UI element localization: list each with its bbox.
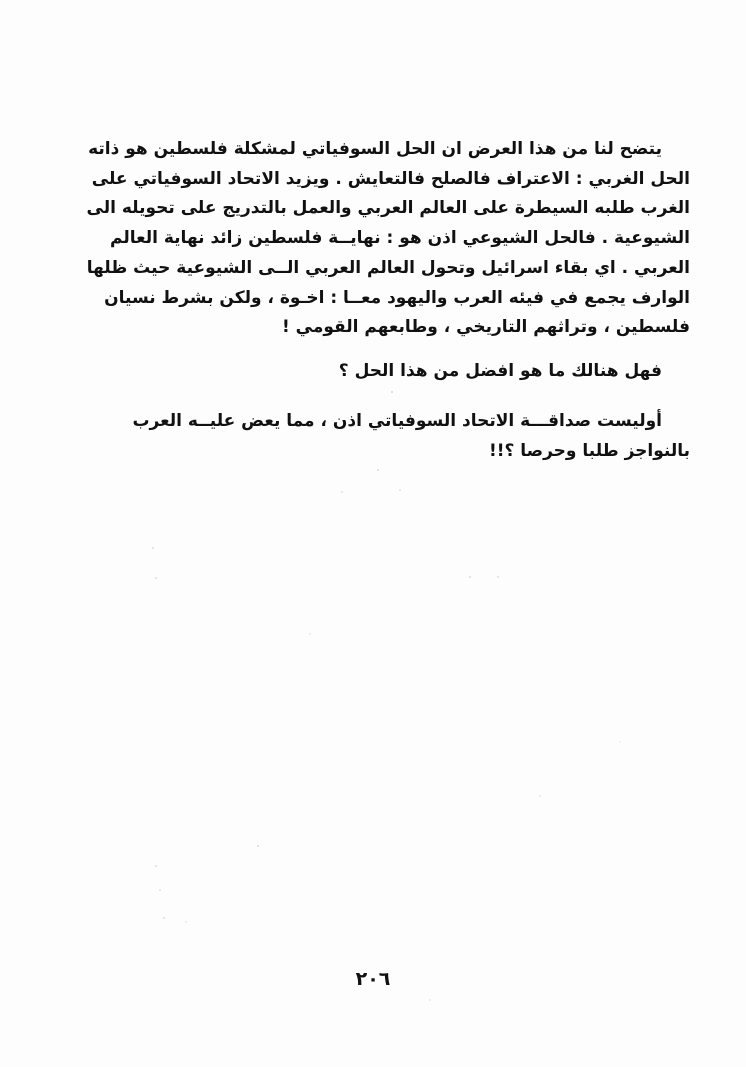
page-number: ٢٠٦ <box>355 968 391 990</box>
text-line: الحل الغربي : الاعتراف فالصلح فالتعايش . ويزيد الاتحاد السوفياتي على <box>91 168 690 189</box>
paragraph-2 <box>150 357 690 387</box>
text-line: يتضح لنا من هذا العرض ان الحل السوفياتي لمشكلة فلسطين هو ذاته <box>88 139 662 159</box>
text-line: العربي . اي بقاء اسرائيل وتحول العالم العربي الــى الشيوعية حيث ظلها <box>86 257 690 278</box>
text-line: الغرب طلبه السيطرة على العالم العربي والعمل بالتدريج على تحويله الى <box>86 198 690 219</box>
paragraph-3 <box>132 407 690 466</box>
text-line: فهل هنالك ما هو افضل من هذا الحل ؟ <box>338 361 662 381</box>
text-line: الشيوعية . فالحل الشيوعي اذن هو : نهايــة فلسطين زائد نهاية العالم <box>110 228 690 249</box>
text-line: فلسطين ، وتراثهم التاريخي ، وطابعهم القومي ! <box>281 317 690 338</box>
paragraph-1 <box>86 135 690 343</box>
text-line: الوارف يجمع في فيئه العرب واليهود معــا : اخـوة ، ولكن بشرط نسيان <box>104 287 690 308</box>
text-line: أوليست صداقـــة الاتحاد السوفياتي اذن ، مما يعض عليــه العرب <box>132 411 662 431</box>
text-line: بالنواجز طلبا وحرصا ؟!! <box>488 440 690 461</box>
